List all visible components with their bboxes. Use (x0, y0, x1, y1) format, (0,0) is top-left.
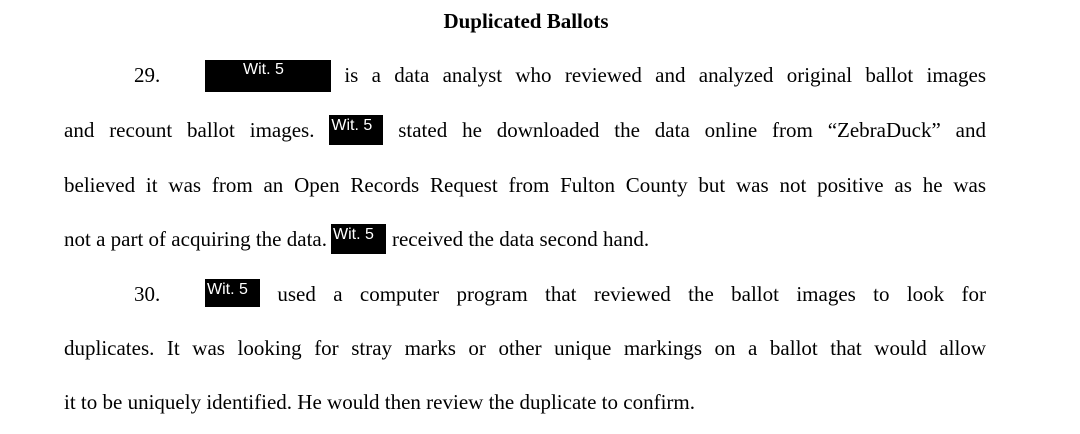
redaction-box (205, 279, 260, 307)
paragraph-text: believed it was from an Open Records Request from Fulton County but was not positive as he was (64, 173, 986, 197)
redaction-label: Wit. 5 (207, 281, 248, 298)
paragraph-text: received the data second hand. (391, 227, 650, 251)
paragraph-29-line-4 (64, 225, 986, 253)
paragraph-29-line-3 (64, 171, 986, 199)
paragraph-29-line-2 (64, 116, 986, 144)
paragraph-text: is a data analyst who reviewed and analyzed original ballot images (344, 63, 986, 87)
redaction-label: Wit. 5 (331, 117, 373, 134)
paragraph-30-line-2 (64, 334, 986, 362)
paragraph-text: it to be uniquely identified. He would then review the duplicate to confirm. (64, 390, 695, 414)
paragraph-text: used a computer program that reviewed the ballot images to look for (277, 282, 987, 306)
paragraph-text: not a part of acquiring the data. (64, 227, 327, 251)
paragraph-29-line-1 (64, 61, 986, 89)
paragraph-text: duplicates. It was looking for stray marks or other unique markings on a ballot that would allow (64, 336, 986, 360)
paragraph-number-29: 29. (134, 63, 161, 87)
redaction-label: Wit. 5 (332, 226, 374, 243)
paragraph-text: stated he downloaded the data online from “ZebraDuck” and (398, 118, 986, 142)
section-heading: Duplicated Ballots (443, 9, 609, 33)
redaction-box (331, 224, 386, 254)
paragraph-text: and recount ballot images. (64, 118, 315, 142)
paragraph-number-30: 30. (134, 282, 161, 306)
redaction-box (205, 60, 331, 92)
redaction-label: Wit. 5 (243, 61, 284, 78)
paragraph-30-line-3 (64, 388, 986, 416)
redaction-box (329, 115, 383, 145)
paragraph-30-line-1 (64, 280, 986, 308)
